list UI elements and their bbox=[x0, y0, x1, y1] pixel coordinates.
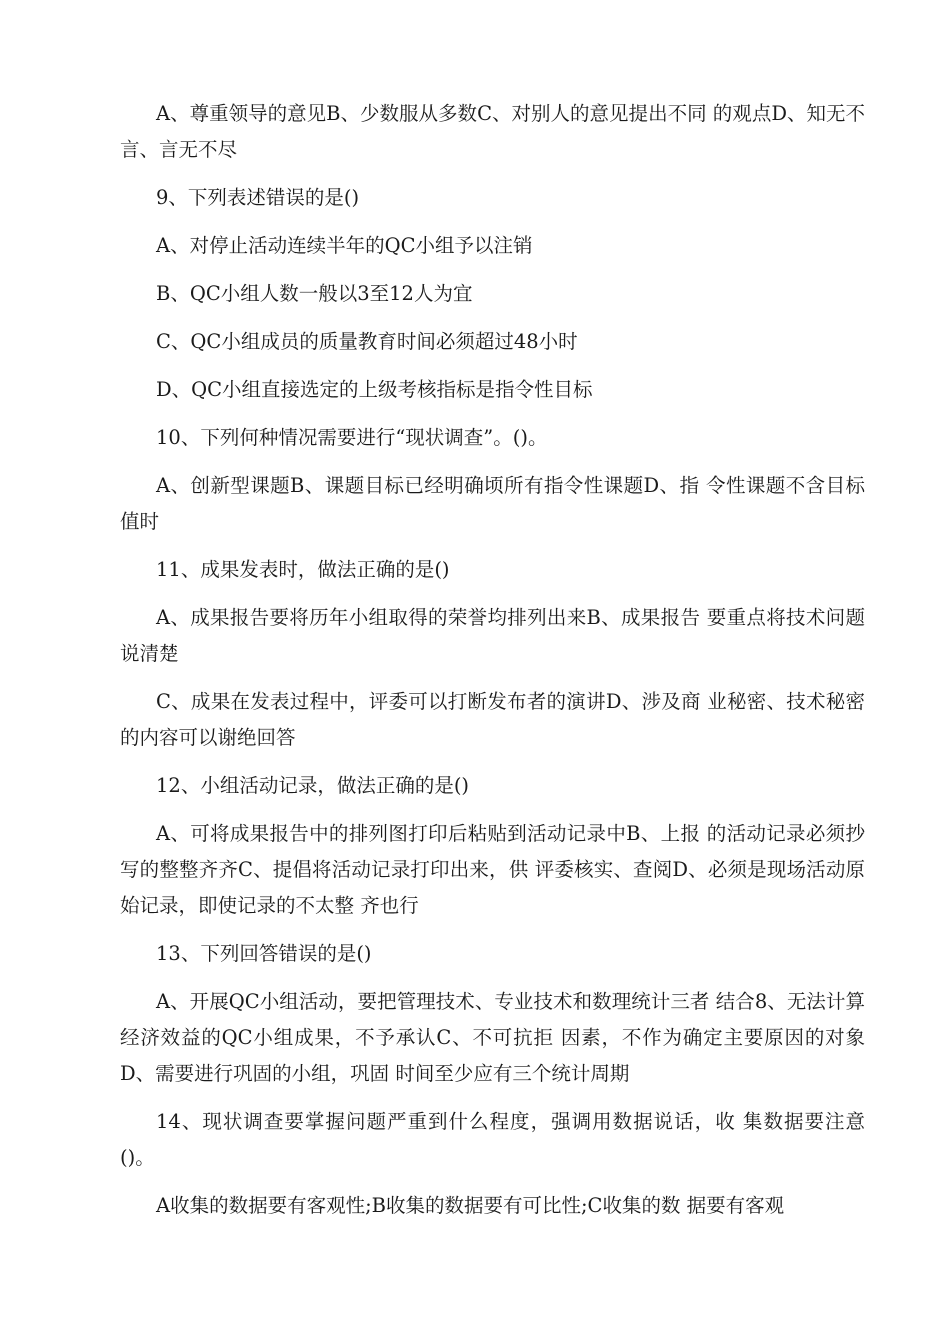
document-page bbox=[120, 96, 865, 1236]
question-9-option-b: B、QC小组人数一般以3至12人为宜 bbox=[156, 282, 473, 305]
question-9-option-c: C、QC小组成员的质量教育时间必须超过48小时 bbox=[156, 330, 578, 353]
question-11-options-ab: A、成果报告要将历年小组取得的荣誉均排列出来B、成果报告 要重点将技术问题说清楚 bbox=[120, 606, 865, 665]
question-13-options: A、开展QC小组活动，要把管理技术、专业技术和数理统计三者 结合8、无法计算经济效益的QC小组成果，不予承认C、不可抗拒 因素，不作为确定主要原因的对象D、需要进行巩固的小组，巩固 时间至少应有三个统计周期 bbox=[120, 990, 865, 1085]
question-9-option-a: A、对停止活动连续半年的QC小组予以注销 bbox=[156, 234, 533, 257]
question-12-stem: 12、小组活动记录，做法正确的是() bbox=[156, 774, 470, 797]
question-11-stem: 11、成果发表时，做法正确的是() bbox=[156, 558, 450, 581]
question-10-options: A、创新型课题B、课题目标已经明确顷所有指令性课题D、指 令性课题不含目标值时 bbox=[120, 474, 865, 533]
question-14-stem: 14、现状调查要掌握问题严重到什么程度，强调用数据说话，收 集数据要注意()。 bbox=[120, 1110, 865, 1169]
question-14-options: A收集的数据要有客观性;B收集的数据要有可比性;C收集的数 据要有客观 bbox=[156, 1194, 785, 1217]
question-12-options: A、可将成果报告中的排列图打印后粘贴到活动记录中B、上报 的活动记录必须抄写的整整齐齐C、提倡将活动记录打印出来，供 评委核实、查阅D、必须是现场活动原始记录，即使记录的不太整 齐也行 bbox=[120, 822, 865, 917]
question-8-options: A、尊重领导的意见B、少数服从多数C、对别人的意见提出不同 的观点D、知无不言、言无不尽 bbox=[120, 102, 865, 161]
question-11-options-cd: C、成果在发表过程中，评委可以打断发布者的演讲D、涉及商 业秘密、技术秘密的内容可以谢绝回答 bbox=[120, 690, 865, 749]
question-10-stem: 10、下列何种情况需要进行“现状调查”。()。 bbox=[156, 426, 548, 449]
question-9-stem: 9、下列表述错误的是() bbox=[156, 186, 360, 209]
question-13-stem: 13、下列回答错误的是() bbox=[156, 942, 372, 965]
question-9-option-d: D、QC小组直接选定的上级考核指标是指令性目标 bbox=[156, 378, 593, 401]
